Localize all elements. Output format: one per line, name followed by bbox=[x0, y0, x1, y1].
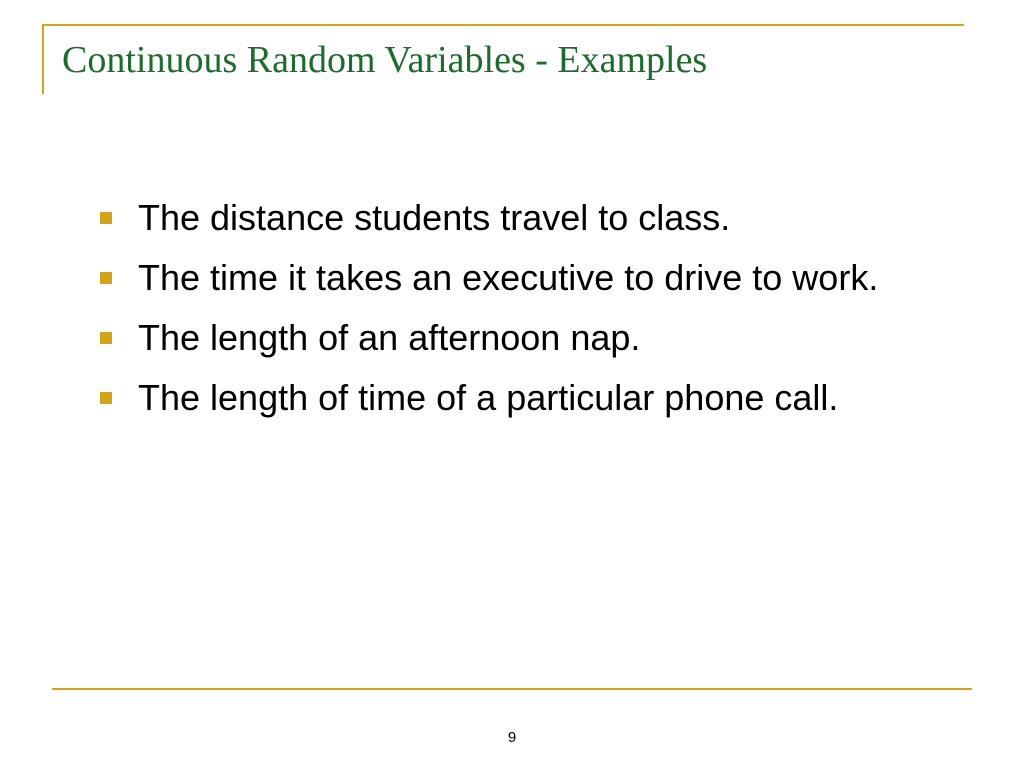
bullet-item bbox=[100, 254, 920, 302]
square-bullet-icon bbox=[100, 272, 112, 284]
footer-rule bbox=[52, 688, 972, 690]
bullet-text: The length of time of a particular phone call. bbox=[138, 377, 839, 418]
title-frame-top-rule bbox=[42, 24, 964, 26]
slide-title: Continuous Random Variables - Examples bbox=[62, 39, 708, 81]
bullet-item bbox=[100, 314, 920, 362]
bullet-item bbox=[100, 374, 920, 422]
square-bullet-icon bbox=[100, 392, 112, 404]
title-frame-left-rule bbox=[42, 24, 44, 94]
bullet-list bbox=[100, 194, 920, 434]
square-bullet-icon bbox=[100, 212, 112, 224]
bullet-text: The length of an afternoon nap. bbox=[138, 317, 641, 358]
bullet-text: The distance students travel to class. bbox=[138, 197, 731, 238]
page-number: 9 bbox=[507, 729, 517, 746]
bullet-text: The time it takes an executive to drive to work. bbox=[138, 257, 879, 298]
bullet-item bbox=[100, 194, 920, 242]
square-bullet-icon bbox=[100, 332, 112, 344]
